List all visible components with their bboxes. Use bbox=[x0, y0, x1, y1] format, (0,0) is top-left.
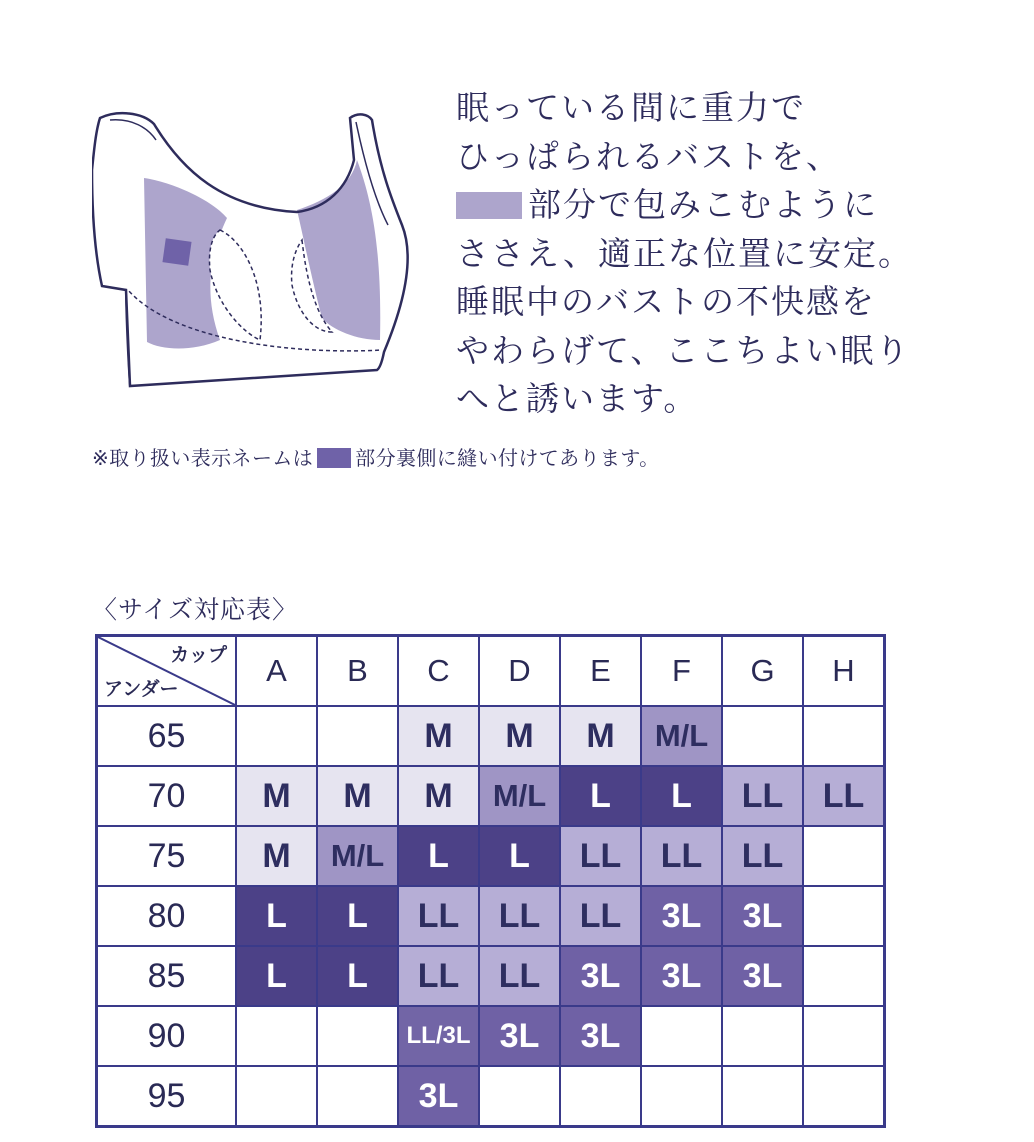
cup-header: F bbox=[641, 636, 722, 707]
size-cell: M bbox=[236, 766, 317, 826]
description-line: ひっぱられるバストを、 bbox=[456, 136, 841, 176]
size-cell: M/L bbox=[641, 706, 722, 766]
size-cell bbox=[317, 706, 398, 766]
size-cell: L bbox=[317, 886, 398, 946]
cup-axis-label: カップ bbox=[170, 644, 227, 666]
size-cell: L bbox=[641, 766, 722, 826]
size-cell: 3L bbox=[722, 886, 803, 946]
description-line: へと誘います。 bbox=[456, 379, 699, 418]
table-row bbox=[97, 1006, 885, 1066]
size-cell bbox=[317, 1006, 398, 1066]
size-cell: LL bbox=[398, 946, 479, 1006]
note-suffix: 部分裏側に縫い付けてあります。 bbox=[355, 446, 660, 470]
underbust-size: 65 bbox=[97, 706, 237, 766]
size-cell: LL/3L bbox=[398, 1006, 479, 1066]
size-cell: 3L bbox=[641, 886, 722, 946]
size-cell: 3L bbox=[398, 1066, 479, 1127]
size-table-body bbox=[97, 706, 885, 1127]
size-cell: LL bbox=[479, 946, 560, 1006]
size-cell bbox=[722, 706, 803, 766]
size-cell: L bbox=[398, 826, 479, 886]
size-cell: LL bbox=[803, 766, 885, 826]
size-cell: LL bbox=[641, 826, 722, 886]
description-line-with-swatch bbox=[456, 181, 1016, 230]
cup-header-row bbox=[97, 636, 885, 707]
description-text bbox=[456, 84, 1016, 424]
size-cell bbox=[236, 706, 317, 766]
underbust-size: 90 bbox=[97, 1006, 237, 1066]
size-cell: 3L bbox=[641, 946, 722, 1006]
size-cell bbox=[803, 886, 885, 946]
size-cell bbox=[641, 1066, 722, 1127]
size-cell: 3L bbox=[560, 1006, 641, 1066]
light-purple-swatch bbox=[456, 192, 522, 219]
size-cell bbox=[803, 946, 885, 1006]
size-cell: L bbox=[317, 946, 398, 1006]
size-cell: L bbox=[236, 946, 317, 1006]
size-cell: L bbox=[479, 826, 560, 886]
size-cell bbox=[722, 1006, 803, 1066]
size-cell bbox=[803, 1006, 885, 1066]
care-label-note bbox=[92, 442, 660, 471]
size-cell bbox=[722, 1066, 803, 1127]
table-row bbox=[97, 766, 885, 826]
size-cell: LL bbox=[560, 886, 641, 946]
size-cell: M bbox=[398, 766, 479, 826]
note-prefix: ※取り扱い表示ネームは bbox=[92, 446, 314, 470]
size-cell: M bbox=[560, 706, 641, 766]
neckline-inner bbox=[110, 120, 156, 140]
size-cell: LL bbox=[479, 886, 560, 946]
size-table-title: 〈サイズ対応表〉 bbox=[92, 595, 299, 624]
size-cell: 3L bbox=[560, 946, 641, 1006]
size-cell: M/L bbox=[317, 826, 398, 886]
table-row bbox=[97, 886, 885, 946]
table-row bbox=[97, 826, 885, 886]
dark-purple-swatch bbox=[317, 448, 351, 468]
cup-header: G bbox=[722, 636, 803, 707]
cup-header: A bbox=[236, 636, 317, 707]
cup-header: H bbox=[803, 636, 885, 707]
size-chart-table bbox=[95, 634, 886, 1128]
size-cell bbox=[236, 1006, 317, 1066]
description-line: 眠っている間に重力で bbox=[456, 88, 806, 127]
size-cell bbox=[803, 826, 885, 886]
cup-header: C bbox=[398, 636, 479, 707]
corner-header bbox=[97, 636, 237, 707]
size-cell: LL bbox=[398, 886, 479, 946]
size-cell: LL bbox=[722, 766, 803, 826]
description-line: 睡眠中のバストの不快感を bbox=[456, 282, 876, 321]
cup-cutout-left bbox=[209, 230, 261, 340]
size-cell: M bbox=[479, 706, 560, 766]
size-cell bbox=[803, 706, 885, 766]
size-cell bbox=[236, 1066, 317, 1127]
table-row bbox=[97, 946, 885, 1006]
size-cell: LL bbox=[722, 826, 803, 886]
size-cell: M bbox=[236, 826, 317, 886]
size-cell: L bbox=[236, 886, 317, 946]
band-line bbox=[126, 290, 130, 386]
table-row bbox=[97, 706, 885, 766]
size-cell: 3L bbox=[722, 946, 803, 1006]
bra-illustration bbox=[92, 100, 422, 400]
description-line: やわらげて、ここちよい眠り bbox=[456, 330, 911, 370]
size-cell bbox=[479, 1066, 560, 1127]
table-row bbox=[97, 1066, 885, 1127]
size-cell bbox=[560, 1066, 641, 1127]
size-cell: L bbox=[560, 766, 641, 826]
underbust-size: 85 bbox=[97, 946, 237, 1006]
size-cell bbox=[641, 1006, 722, 1066]
description-line: ささえ、適正な位置に安定。 bbox=[456, 233, 913, 273]
size-cell: M bbox=[317, 766, 398, 826]
underbust-size: 95 bbox=[97, 1066, 237, 1127]
cup-header: D bbox=[479, 636, 560, 707]
size-cell bbox=[317, 1066, 398, 1127]
size-cell: M bbox=[398, 706, 479, 766]
size-cell: 3L bbox=[479, 1006, 560, 1066]
size-cell: M/L bbox=[479, 766, 560, 826]
underbust-axis-label: アンダー bbox=[104, 678, 179, 700]
care-label-marker bbox=[162, 238, 191, 265]
underbust-size: 75 bbox=[97, 826, 237, 886]
underbust-size: 80 bbox=[97, 886, 237, 946]
size-cell: LL bbox=[560, 826, 641, 886]
cup-header: E bbox=[560, 636, 641, 707]
cup-header: B bbox=[317, 636, 398, 707]
underbust-size: 70 bbox=[97, 766, 237, 826]
size-cell bbox=[803, 1066, 885, 1127]
description-line: 部分で包みこむように bbox=[528, 185, 878, 224]
